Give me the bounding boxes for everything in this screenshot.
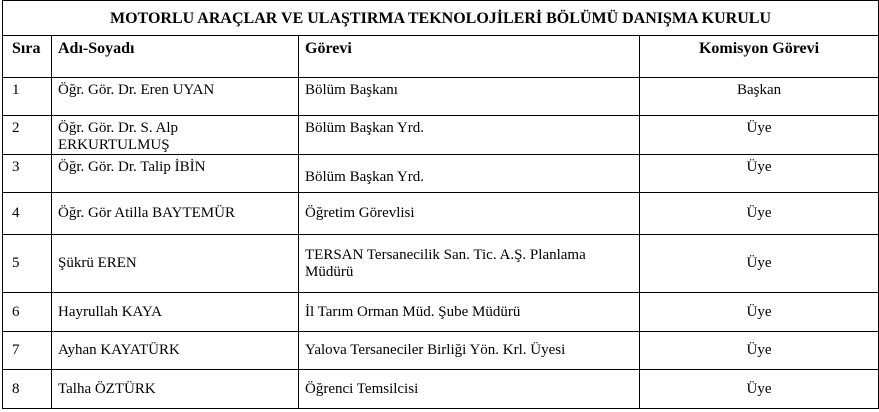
table-row	[3, 370, 879, 409]
row-committee: Üye	[640, 155, 879, 193]
row-duty: TERSAN Tersanecilik San. Tic. A.Ş. Planlama Müdürü	[299, 235, 640, 293]
row-duty: Yalova Tersaneciler Birliği Yön. Krl. Üyesi	[299, 332, 640, 370]
header-committee: Komisyon Görevi	[640, 36, 879, 78]
row-name: Şükrü EREN	[52, 235, 299, 293]
row-duty: Bölüm Başkanı	[299, 78, 640, 116]
row-name: Öğr. Gör. Dr. S. Alp ERKURTULMUŞ	[52, 116, 299, 155]
table-row	[3, 116, 879, 155]
row-no: 8	[3, 370, 52, 409]
header-name: Adı-Soyadı	[52, 36, 299, 78]
row-name: Ayhan KAYATÜRK	[52, 332, 299, 370]
row-name: Öğr. Gör Atilla BAYTEMÜR	[52, 193, 299, 235]
table-row	[3, 78, 879, 116]
header-row	[3, 36, 879, 78]
header-duty: Görevi	[299, 36, 640, 78]
row-duty: Bölüm Başkan Yrd.	[299, 155, 640, 193]
row-duty: Bölüm Başkan Yrd.	[299, 116, 640, 155]
row-no: 6	[3, 293, 52, 332]
row-committee: Üye	[640, 116, 879, 155]
table-row	[3, 235, 879, 293]
table-row	[3, 332, 879, 370]
table-title: MOTORLU ARAÇLAR VE ULAŞTIRMA TEKNOLOJİLERİ BÖLÜMÜ DANIŞMA KURULU	[3, 1, 879, 36]
row-name: Öğr. Gör. Dr. Eren UYAN	[52, 78, 299, 116]
row-no: 2	[3, 116, 52, 155]
row-name: Öğr. Gör. Dr. Talip İBİN	[52, 155, 299, 193]
header-no: Sıra	[3, 36, 52, 78]
row-duty: İl Tarım Orman Müd. Şube Müdürü	[299, 293, 640, 332]
row-committee: Başkan	[640, 78, 879, 116]
row-committee: Üye	[640, 332, 879, 370]
row-no: 3	[3, 155, 52, 193]
row-name: Talha ÖZTÜRK	[52, 370, 299, 409]
row-no: 1	[3, 78, 52, 116]
row-committee: Üye	[640, 235, 879, 293]
table-row	[3, 193, 879, 235]
row-committee: Üye	[640, 293, 879, 332]
row-duty: Öğretim Görevlisi	[299, 193, 640, 235]
row-no: 4	[3, 193, 52, 235]
row-committee: Üye	[640, 193, 879, 235]
table-row	[3, 155, 879, 193]
row-committee: Üye	[640, 370, 879, 409]
table-row	[3, 293, 879, 332]
row-no: 5	[3, 235, 52, 293]
row-no: 7	[3, 332, 52, 370]
advisory-board-table	[2, 0, 879, 409]
row-duty: Öğrenci Temsilcisi	[299, 370, 640, 409]
row-name: Hayrullah KAYA	[52, 293, 299, 332]
title-row	[3, 1, 879, 36]
